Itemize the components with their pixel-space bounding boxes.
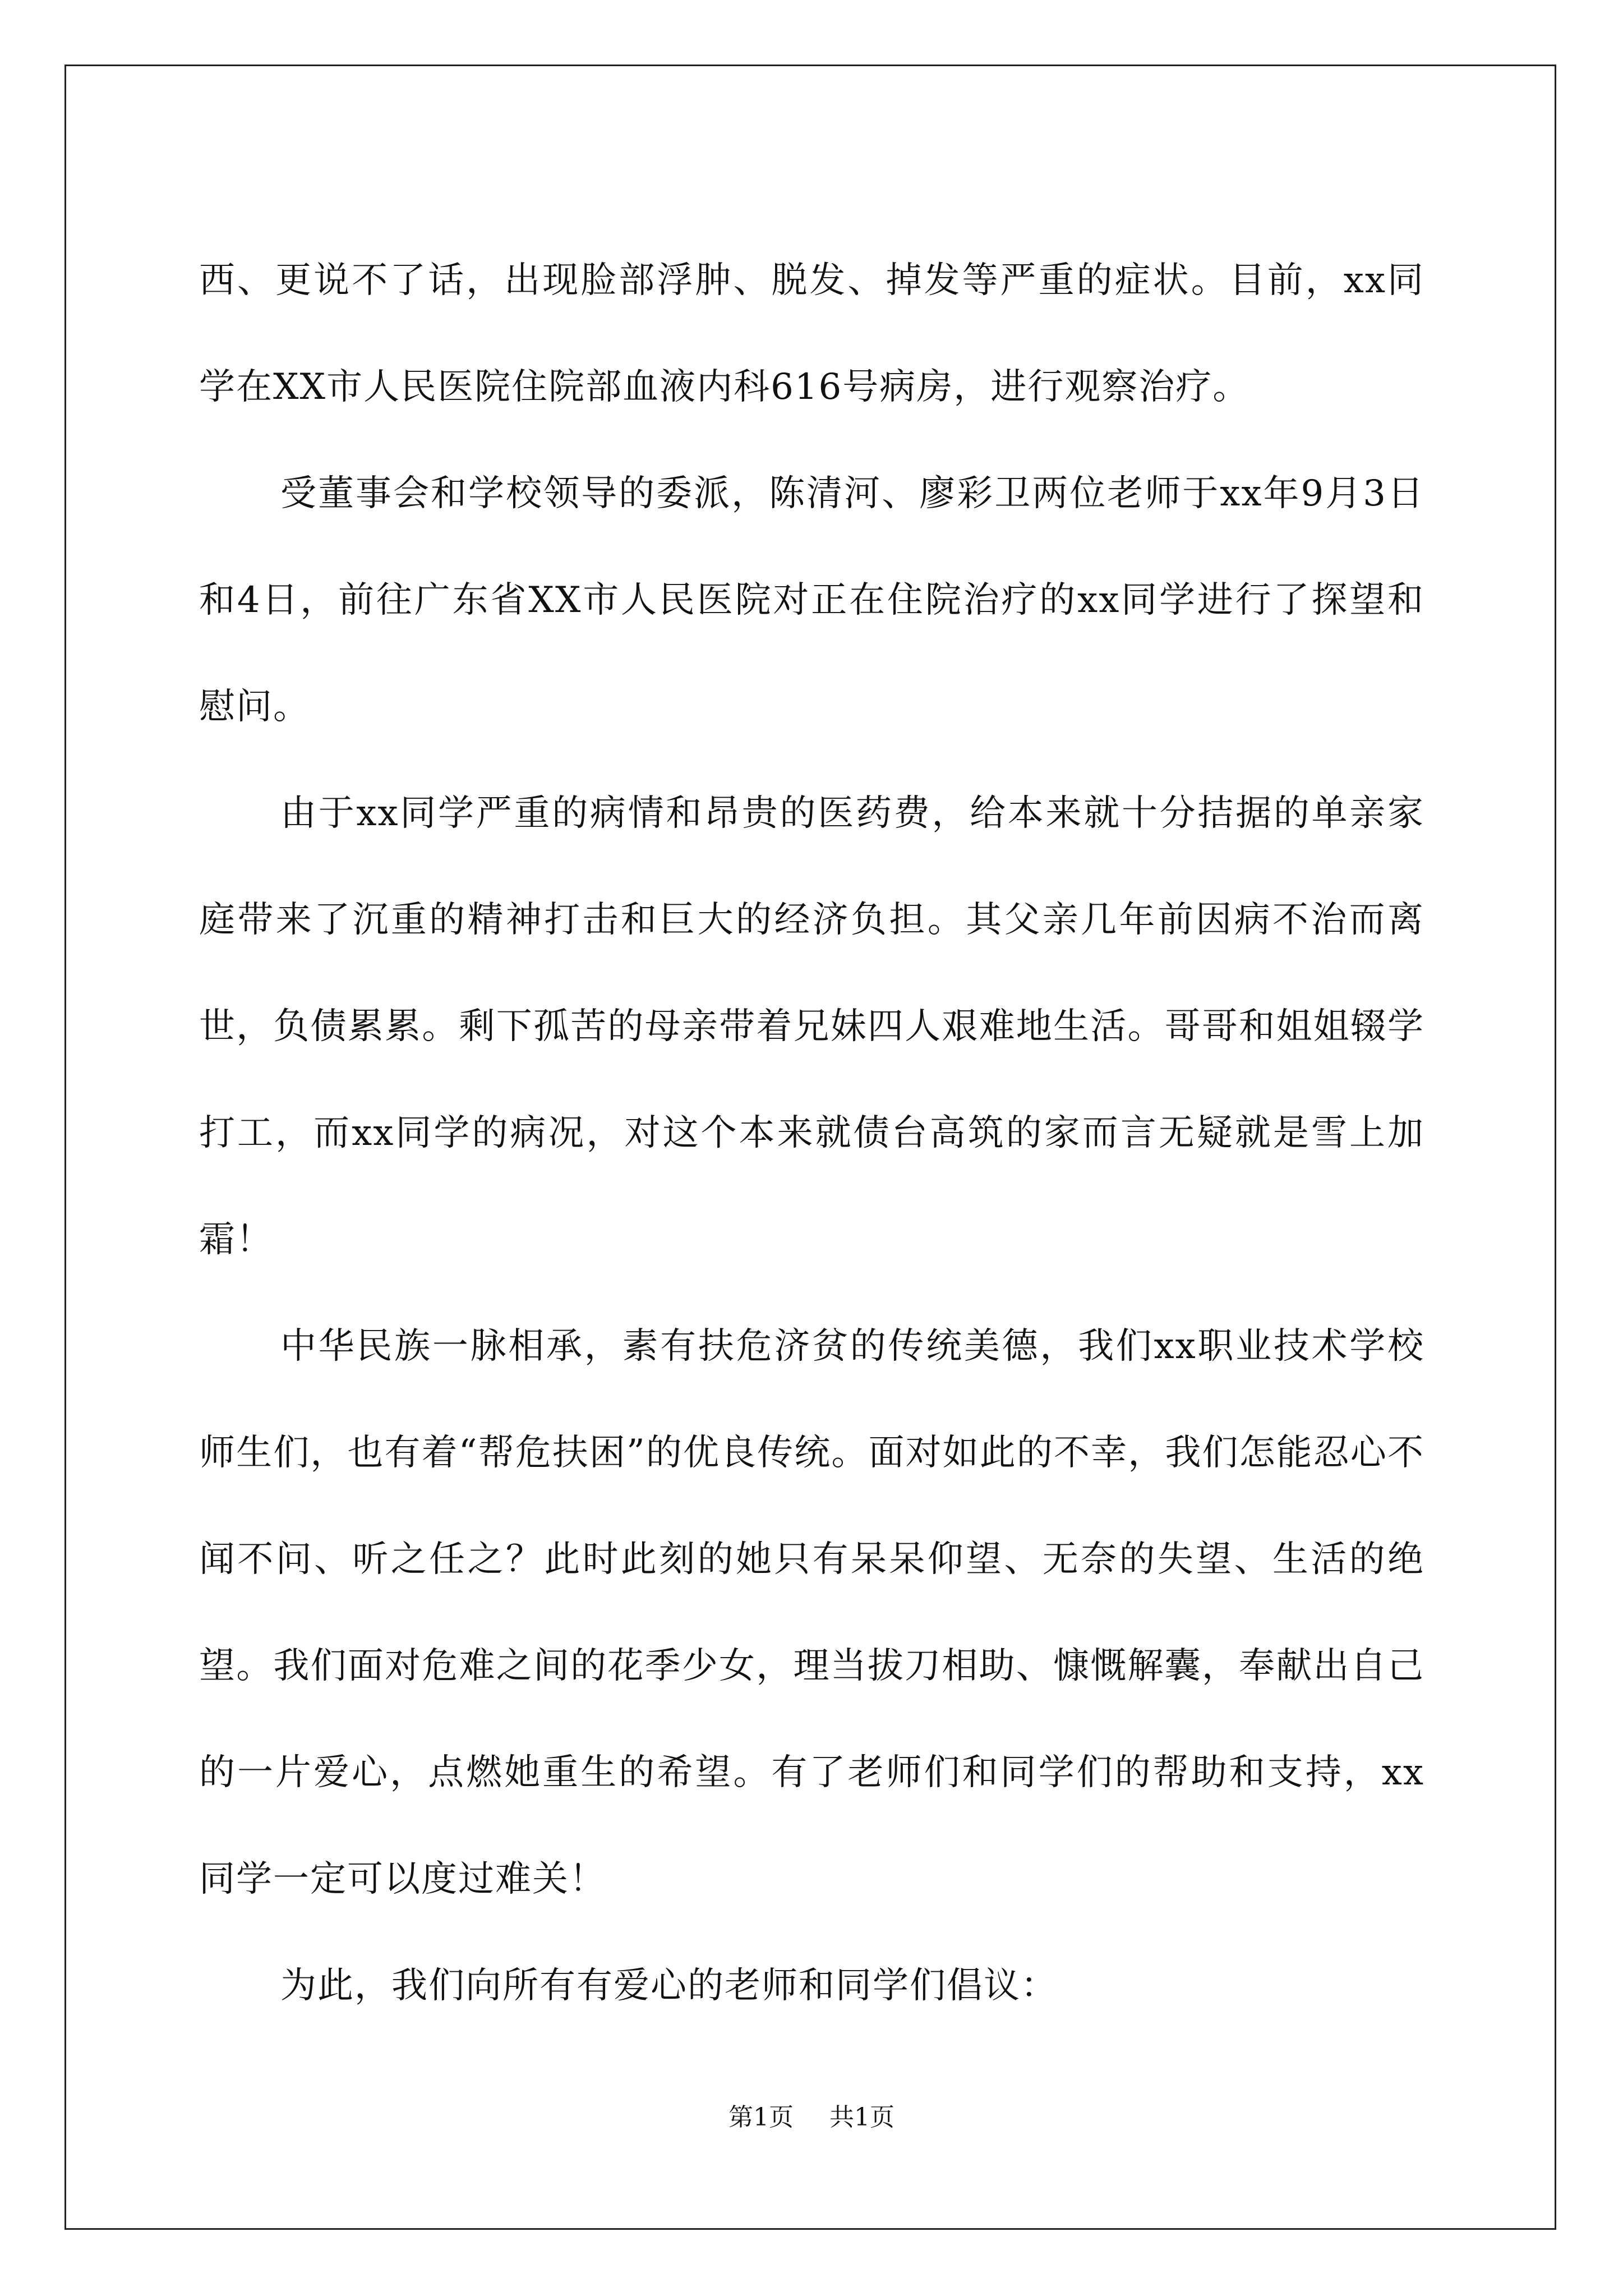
paragraph-2: 受董事会和学校领导的委派，陈清河、廖彩卫两位老师于xx年9月3日和4日，前往广东省XX市人民医院对正在住院治疗的xx同学进行了探望和慰问。 xyxy=(199,473,1424,728)
page-footer xyxy=(0,2101,1623,2134)
page-number-total: 共1页 xyxy=(829,2103,895,2132)
paragraph-5: 为此，我们向所有有爱心的老师和同学们倡议： xyxy=(280,1965,1058,2007)
document-body xyxy=(199,227,1424,2039)
paragraph-3: 由于xx同学严重的病情和昂贵的医药费，给本来就十分拮据的单亲家庭带来了沉重的精神打击和巨大的经济负担。其父亲几年前因病不治而离世，负债累累。剩下孤苦的母亲带着兄妹四人艰难地生活。哥哥和姐姐辍学打工，而xx同学的病况，对这个本来就债台高筑的家而言无疑就是雪上加霜！ xyxy=(199,793,1424,1260)
paragraph-1: 西、更说不了话，出现脸部浮肿、脱发、掉发等严重的症状。目前，xx同学在XX市人民医院住院部血液内科616号病房，进行观察治疗。 xyxy=(199,260,1424,408)
page-number-current: 第1页 xyxy=(728,2103,794,2132)
paragraph-4: 中华民族一脉相承，素有扶危济贫的传统美德，我们xx职业技术学校师生们，也有着“帮危扶困”的优良传统。面对如此的不幸，我们怎能忍心不闻不问、听之任之？此时此刻的她只有呆呆仰望、无奈的失望、生活的绝望。我们面对危难之间的花季少女，理当拔刀相助、慷慨解囊，奉献出自己的一片爱心，点燃她重生的希望。有了老师们和同学们的帮助和支持，xx同学一定可以度过难关！ xyxy=(199,1326,1424,1900)
